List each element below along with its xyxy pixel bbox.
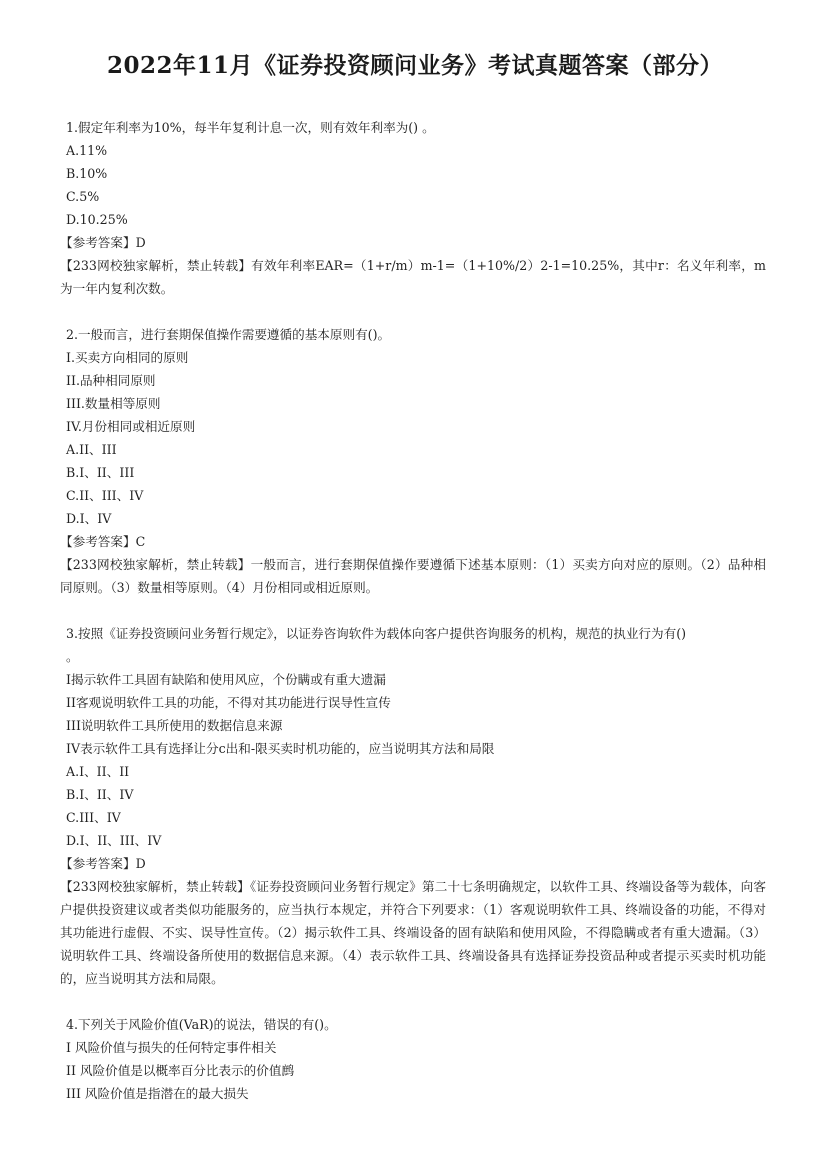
statement-i: I 风险价值与损失的任何特定事件相关	[66, 1040, 277, 1055]
reference-answer: 【参考答案】D	[60, 856, 146, 871]
statement-iii: III说明软件工具所使用的数据信息来源	[66, 718, 283, 733]
reference-answer: 【参考答案】C	[60, 534, 146, 549]
reference-answer: 【参考答案】D	[60, 235, 146, 250]
option-b: B.10%	[66, 166, 108, 181]
option-b: B.I、II、III	[66, 465, 135, 480]
spacer	[66, 599, 766, 622]
option-d: D.10.25%	[66, 212, 128, 227]
statement-iii: III.数量相等原则	[66, 396, 161, 411]
statement-iii: III 风险价值是指潜在的最大损失	[66, 1086, 249, 1101]
option-d: D.I、IV	[66, 511, 112, 526]
statement-ii: II客观说明软件工具的功能，不得对其功能进行误导性宣传	[66, 695, 391, 710]
option-a: A.II、III	[66, 442, 117, 457]
spacer	[66, 990, 766, 1013]
statement-iv: IV.月份相同或相近原则	[66, 419, 196, 434]
question-4	[66, 1013, 766, 1105]
option-c: C.II、III、IV	[66, 488, 144, 503]
answer-analysis: 【233网校独家解析，禁止转载】一般而言，进行套期保值操作要遵循下述基本原则：（1）买卖方向对应的原则。（2）品种相同原则。（3）数量相等原则。（4）月份相同或相近原则。	[60, 557, 766, 595]
question-stem: 3.按照《证券投资顾问业务暂行规定》，以证券咨询软件为载体向客户提供咨询服务的机构，规范的执业行为有()	[66, 626, 687, 641]
spacer	[66, 300, 766, 323]
question-stem: 1.假定年利率为10%，每半年复利计息一次，则有效年利率为() 。	[66, 120, 435, 135]
question-stem-tail: 。	[66, 649, 79, 664]
question-stem: 2.一般而言，进行套期保值操作需要遵循的基本原则有()。	[66, 327, 391, 342]
option-b: B.I、II、IV	[66, 787, 134, 802]
statement-iv: IV表示软件工具有选择让分c出和-限买卖时机功能的，应当说明其方法和局限	[66, 741, 495, 756]
statement-i: I揭示软件工具固有缺陷和使用风应，个份瞒或有重大遗漏	[66, 672, 386, 687]
document-body	[60, 116, 766, 1105]
option-c: C.III、IV	[66, 810, 121, 825]
statement-ii: II.品种相同原则	[66, 373, 156, 388]
question-3	[60, 622, 766, 990]
question-1	[60, 116, 766, 300]
question-2	[60, 323, 766, 599]
statement-ii: II 风险价值是以概率百分比表示的价值鹧	[66, 1063, 295, 1078]
answer-analysis: 【233网校独家解析，禁止转载】有效年利率EAR=（1+r/m）m-1=（1+10%/2）2-1=10.25%，其中r：名义年利率，m为一年内复利次数。	[60, 258, 766, 296]
question-stem: 4.下列关于风险价值(VaR)的说法，错误的有()。	[66, 1017, 337, 1032]
document-title: 2022年11月《证券投资顾问业务》考试真题答案（部分）	[106, 52, 724, 79]
option-a: A.I、II、II	[66, 764, 130, 779]
option-c: C.5%	[66, 189, 100, 204]
option-a: A.11%	[66, 143, 108, 158]
statement-i: I.买卖方向相同的原则	[66, 350, 189, 365]
option-d: D.I、II、III、IV	[66, 833, 162, 848]
answer-analysis: 【233网校独家解析，禁止转载】《证券投资顾问业务暂行规定》第二十七条明确规定，以软件工具、终端设备等为载体，向客户提供投资建议或者类似功能服务的，应当执行本规定，并符合下列要求：（1）客观说明软件工具、终端设备的功能，不得对其功能进行虚假、不实、误导性宣传。（2）揭示软件工具、终端设备的固有缺陷和使用风险，不得隐瞒或者有重大遗漏。（3）说明软件工具、终端设备所使用的数据信息来源。（4）表示软件工具、终端设备具有选择证券投资品种或者提示买卖时机功能的，应当说明其方法和局限。	[60, 879, 766, 986]
